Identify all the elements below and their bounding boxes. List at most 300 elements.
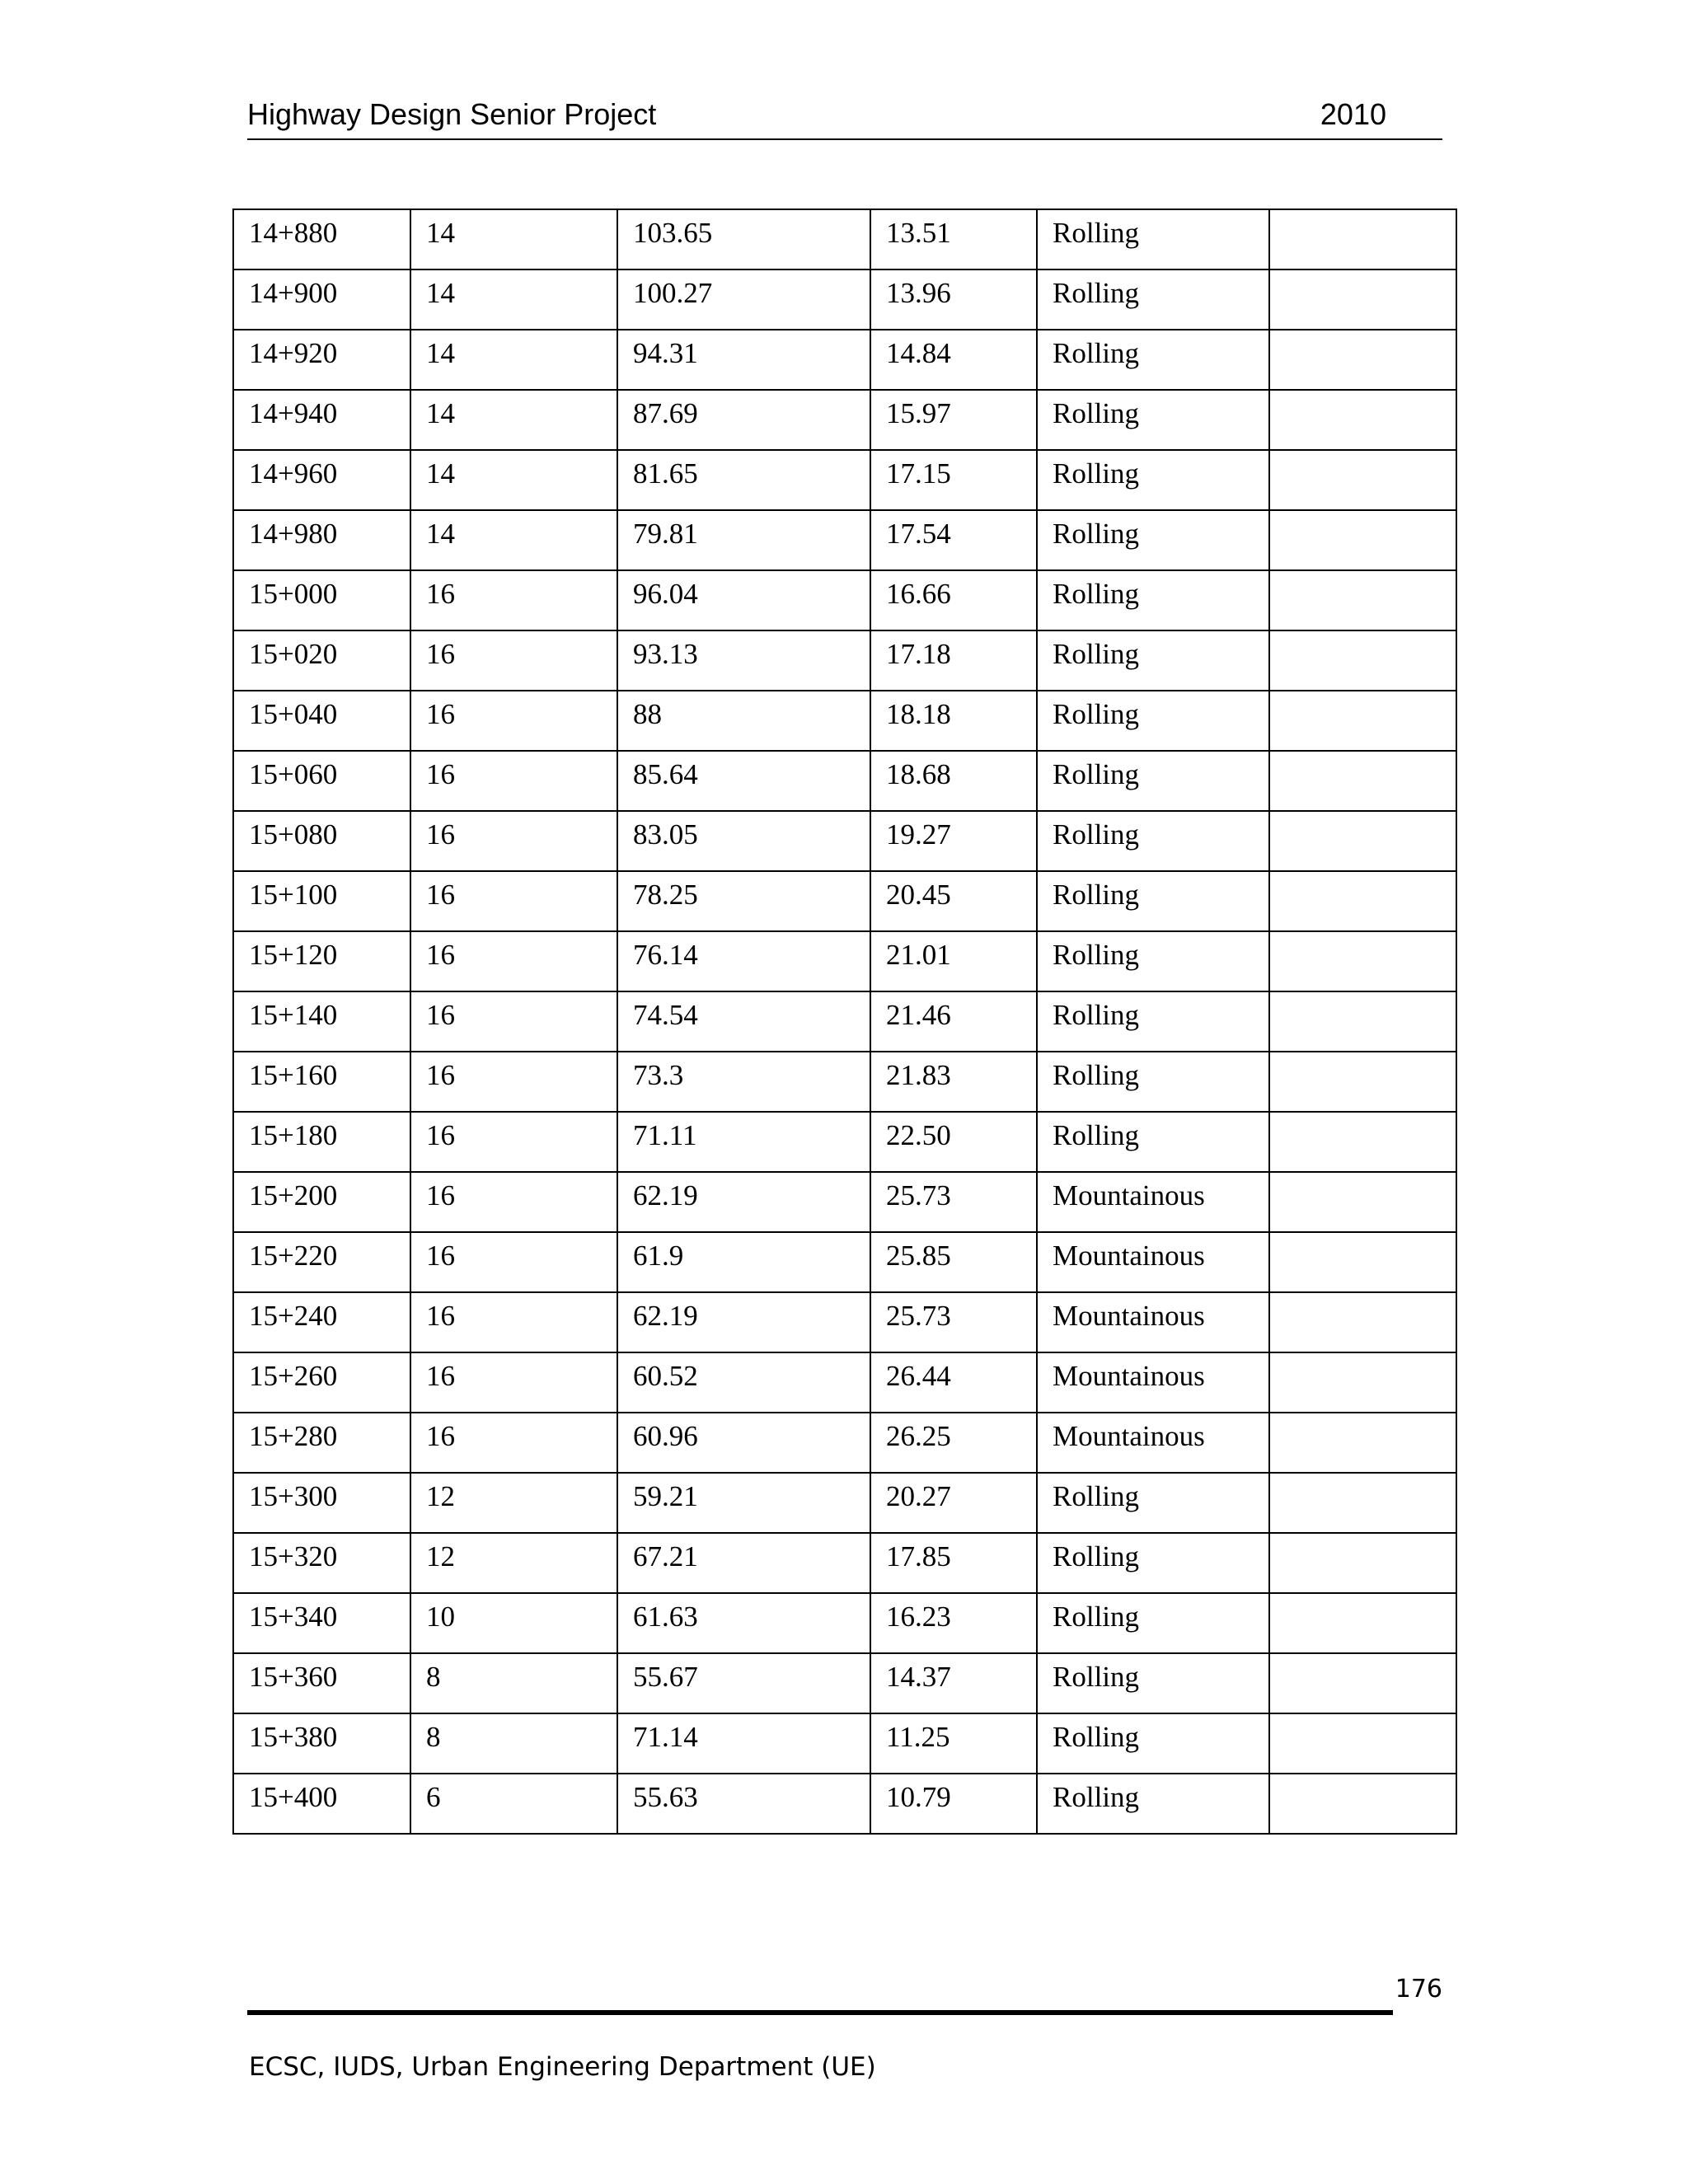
table-row [233,330,1456,390]
cell-text: 25.85 [886,1240,951,1272]
cell-text: 26.44 [886,1360,951,1392]
table-cell [1269,1713,1456,1774]
page-number: 176 [1395,1975,1442,2004]
cell-text: 16 [426,999,455,1031]
cell-text: 61.63 [633,1601,698,1633]
cell-text: 71.14 [633,1721,698,1753]
table-cell [233,330,410,390]
cell-text: 16 [426,818,455,851]
cell-text: Rolling [1053,277,1140,309]
table-cell [410,1292,617,1352]
table-row [233,510,1456,570]
cell-text: 81.65 [633,457,698,490]
cell-text: 55.63 [633,1781,698,1813]
cell-text [1285,1594,1456,1602]
table-cell [617,931,870,991]
table-cell [870,1713,1037,1774]
cell-text: 14 [426,277,455,309]
cell-text: 16 [426,1420,455,1452]
table-row [233,1653,1456,1713]
cell-text [1285,1413,1456,1422]
cell-text: 62.19 [633,1179,698,1212]
table-cell [233,570,410,630]
cell-text: 21.01 [886,939,951,971]
table-cell [233,991,410,1052]
table-cell [233,1232,410,1292]
cell-text: 25.73 [886,1179,951,1212]
cell-text: 16 [426,638,455,670]
table-cell [1269,1172,1456,1232]
cell-text: 15.97 [886,397,951,429]
table-cell [870,931,1037,991]
table-cell [617,1593,870,1653]
cell-text: 15+060 [249,758,338,790]
cell-text: 87.69 [633,397,698,429]
cell-text [1285,451,1456,459]
table-cell [1269,630,1456,691]
table-cell [233,209,410,269]
table-row [233,1533,1456,1593]
table-cell [1269,1593,1456,1653]
cell-text: 96.04 [633,578,698,610]
station-data-table [232,209,1457,1835]
cell-text [1285,631,1456,640]
cell-text [1285,571,1456,579]
table-cell [617,1292,870,1352]
cell-text: 76.14 [633,939,698,971]
cell-text: Rolling [1053,217,1140,249]
table-cell [870,811,1037,871]
cell-text: 21.83 [886,1059,951,1091]
table-cell [1269,1413,1456,1473]
cell-text: 79.81 [633,518,698,550]
cell-text [1285,511,1456,519]
table-row [233,1413,1456,1473]
table-cell [410,1713,617,1774]
cell-text [1285,1052,1456,1061]
cell-text: 10 [426,1601,455,1633]
cell-text: 60.52 [633,1360,698,1392]
table-cell [1037,330,1269,390]
cell-text: Mountainous [1053,1240,1205,1272]
table-row [233,1774,1456,1834]
cell-text: 15+240 [249,1300,338,1332]
table-cell [870,510,1037,570]
table-cell [233,1774,410,1834]
table-cell [617,209,870,269]
cell-text: 94.31 [633,337,698,369]
table-cell [410,630,617,691]
cell-text: 12 [426,1540,455,1572]
table-cell [1269,871,1456,931]
table-cell [233,450,410,510]
cell-text: 15+260 [249,1360,338,1392]
table-cell [233,269,410,330]
cell-text: 15+000 [249,578,338,610]
cell-text: 15+360 [249,1661,338,1693]
cell-text: 55.67 [633,1661,698,1693]
table-cell [410,991,617,1052]
cell-text: 16 [426,1059,455,1091]
cell-text [1285,1654,1456,1662]
table-row [233,1292,1456,1352]
table-cell [1037,1533,1269,1593]
table-cell [1037,209,1269,269]
table-cell [870,1292,1037,1352]
cell-text: 26.25 [886,1420,951,1452]
table-cell [617,630,870,691]
table-row [233,390,1456,450]
table-cell [1269,330,1456,390]
table-cell [870,390,1037,450]
table-cell [1269,991,1456,1052]
table-cell [1269,450,1456,510]
cell-text: 15+320 [249,1540,338,1572]
table-cell [233,1292,410,1352]
table-row [233,209,1456,269]
cell-text [1285,1293,1456,1301]
table-cell [233,390,410,450]
cell-text: 74.54 [633,999,698,1031]
page-header [247,97,1442,140]
table-cell [1037,1774,1269,1834]
table-cell [233,1112,410,1172]
cell-text: 15+300 [249,1480,338,1512]
table-row [233,811,1456,871]
table-cell [1269,209,1456,269]
table-cell [617,450,870,510]
table-cell [410,1473,617,1533]
table-cell [410,510,617,570]
table-cell [1269,1352,1456,1413]
cell-text: 10.79 [886,1781,951,1813]
table-cell [617,751,870,811]
cell-text: 16 [426,879,455,911]
cell-text: 18.18 [886,698,951,730]
table-row [233,570,1456,630]
cell-text: 14 [426,217,455,249]
table-cell [617,570,870,630]
table-cell [233,630,410,691]
table-cell [1037,1292,1269,1352]
table-cell [617,510,870,570]
cell-text: 17.15 [886,457,951,490]
table-cell [1037,1473,1269,1533]
table-cell [410,269,617,330]
cell-text [1285,1173,1456,1181]
cell-text [1285,270,1456,279]
table-cell [410,390,617,450]
table-cell [410,1232,617,1292]
table-cell [410,209,617,269]
table-cell [1037,991,1269,1052]
table-row [233,450,1456,510]
table-cell [410,811,617,871]
cell-text: Rolling [1053,758,1140,790]
cell-text: 15+140 [249,999,338,1031]
table-cell [1037,269,1269,330]
table-cell [1037,1713,1269,1774]
cell-text: 61.9 [633,1240,684,1272]
table-cell [870,751,1037,811]
table-cell [1269,1533,1456,1593]
table-row [233,931,1456,991]
table-row [233,991,1456,1052]
cell-text: 20.45 [886,879,951,911]
table-cell [233,1473,410,1533]
cell-text: Rolling [1053,999,1140,1031]
cell-text [1285,1534,1456,1542]
cell-text: 22.50 [886,1119,951,1151]
table-cell [410,751,617,811]
table-cell [410,1593,617,1653]
cell-text: 88 [633,698,662,730]
table-cell [617,1653,870,1713]
cell-text: 14+920 [249,337,338,369]
table-cell [1269,811,1456,871]
table-cell [870,691,1037,751]
table-cell [1269,1292,1456,1352]
table-row [233,691,1456,751]
table-cell [1037,871,1269,931]
cell-text [1285,872,1456,880]
table-cell [233,811,410,871]
table-cell [410,570,617,630]
table-cell [1037,1352,1269,1413]
cell-text: Rolling [1053,638,1140,670]
cell-text: 14+900 [249,277,338,309]
cell-text: 85.64 [633,758,698,790]
table-cell [1037,390,1269,450]
cell-text: 11.25 [886,1721,950,1753]
table-cell [870,1052,1037,1112]
cell-text: 16 [426,578,455,610]
table-cell [410,1352,617,1413]
table-cell [617,390,870,450]
table-cell [617,991,870,1052]
cell-text: 14.37 [886,1661,951,1693]
table-cell [233,1593,410,1653]
cell-text: Rolling [1053,518,1140,550]
table-cell [870,1774,1037,1834]
cell-text: Rolling [1053,698,1140,730]
table-cell [617,1112,870,1172]
table-cell [1037,811,1269,871]
cell-text: Mountainous [1053,1179,1205,1212]
table-cell [410,691,617,751]
table-cell [1269,1473,1456,1533]
table-cell [233,871,410,931]
table-cell [1037,1172,1269,1232]
table-cell [1269,1052,1456,1112]
cell-text: Rolling [1053,1480,1140,1512]
cell-text: 19.27 [886,818,951,851]
table-body [233,209,1456,1834]
cell-text [1285,1714,1456,1722]
table-cell [233,1172,410,1232]
table-cell [410,1653,617,1713]
cell-text [1285,1233,1456,1241]
table-cell [1037,1593,1269,1653]
table-cell [410,1413,617,1473]
cell-text [1285,210,1456,218]
cell-text: 16.66 [886,578,951,610]
table-row [233,751,1456,811]
cell-text: Rolling [1053,397,1140,429]
cell-text: 20.27 [886,1480,951,1512]
cell-text [1285,1474,1456,1482]
table-cell [617,1713,870,1774]
table-cell [870,871,1037,931]
table-cell [870,209,1037,269]
cell-text: Mountainous [1053,1300,1205,1332]
table-cell [410,1112,617,1172]
document-year: 2010 [1320,97,1386,131]
table-cell [410,330,617,390]
cell-text: Rolling [1053,1059,1140,1091]
cell-text: 25.73 [886,1300,951,1332]
cell-text: 14 [426,397,455,429]
table-cell [1037,630,1269,691]
table-cell [1037,931,1269,991]
table-cell [1037,1653,1269,1713]
table-cell [870,450,1037,510]
cell-text: 60.96 [633,1420,698,1452]
cell-text: 16 [426,1360,455,1392]
cell-text [1285,391,1456,399]
table-cell [1269,570,1456,630]
cell-text: 21.46 [886,999,951,1031]
cell-text: 16.23 [886,1601,951,1633]
table-cell [617,330,870,390]
table-cell [870,1593,1037,1653]
cell-text: 71.11 [633,1119,697,1151]
cell-text: Rolling [1053,457,1140,490]
cell-text: 15+120 [249,939,338,971]
table-cell [1037,1413,1269,1473]
cell-text: 103.65 [633,217,713,249]
cell-text [1285,1774,1456,1783]
table-cell [617,691,870,751]
table-cell [410,1774,617,1834]
cell-text: Rolling [1053,1721,1140,1753]
table-cell [617,1352,870,1413]
document-title: Highway Design Senior Project [247,97,657,131]
table-cell [233,1413,410,1473]
table-cell [1037,1112,1269,1172]
table-cell [1269,691,1456,751]
table-cell [870,1533,1037,1593]
cell-text: 16 [426,1300,455,1332]
cell-text: Mountainous [1053,1360,1205,1392]
cell-text: 16 [426,1119,455,1151]
table-row [233,1052,1456,1112]
cell-text: Rolling [1053,1781,1140,1813]
table-cell [233,1052,410,1112]
cell-text: Mountainous [1053,1420,1205,1452]
cell-text: 8 [426,1721,441,1753]
cell-text: 15+160 [249,1059,338,1091]
table-row [233,1593,1456,1653]
cell-text: 17.54 [886,518,951,550]
table-row [233,1232,1456,1292]
cell-text: Rolling [1053,578,1140,610]
cell-text: 12 [426,1480,455,1512]
table-cell [870,630,1037,691]
table-cell [870,1352,1037,1413]
cell-text: 15+220 [249,1240,338,1272]
table-cell [410,1533,617,1593]
cell-text [1285,812,1456,820]
table-cell [1269,1653,1456,1713]
table-cell [233,1533,410,1593]
cell-text: 14 [426,337,455,369]
cell-text: 14 [426,457,455,490]
cell-text: 13.51 [886,217,951,249]
cell-text: 62.19 [633,1300,698,1332]
table-cell [233,1653,410,1713]
table-cell [617,1473,870,1533]
table-cell [1037,691,1269,751]
table-cell [410,1172,617,1232]
cell-text: 14 [426,518,455,550]
cell-text: Rolling [1053,1661,1140,1693]
table-cell [870,1112,1037,1172]
table-cell [1269,510,1456,570]
cell-text: 8 [426,1661,441,1693]
table-cell [870,1172,1037,1232]
cell-text: 16 [426,758,455,790]
cell-text: 15+180 [249,1119,338,1151]
table-cell [870,1473,1037,1533]
cell-text: 67.21 [633,1540,698,1572]
table-cell [870,1413,1037,1473]
table-cell [410,450,617,510]
table-cell [617,1052,870,1112]
cell-text: 14+880 [249,217,338,249]
cell-text: 78.25 [633,879,698,911]
footer-rule [247,2010,1393,2015]
table-cell [870,330,1037,390]
table-cell [410,871,617,931]
table-cell [1269,269,1456,330]
cell-text: 14+980 [249,518,338,550]
table-row [233,1473,1456,1533]
cell-text: Rolling [1053,1119,1140,1151]
table-cell [870,1232,1037,1292]
cell-text: 15+020 [249,638,338,670]
table-cell [617,269,870,330]
cell-text: 15+340 [249,1601,338,1633]
table-cell [233,1713,410,1774]
cell-text: 100.27 [633,277,713,309]
cell-text [1285,330,1456,339]
table-cell [617,1172,870,1232]
cell-text: 93.13 [633,638,698,670]
cell-text: 15+280 [249,1420,338,1452]
table-cell [1269,1232,1456,1292]
cell-text: Rolling [1053,337,1140,369]
table-cell [617,1413,870,1473]
table-cell [410,931,617,991]
cell-text: 15+200 [249,1179,338,1212]
cell-text [1285,691,1456,700]
table-cell [233,510,410,570]
table-cell [1037,1052,1269,1112]
table-cell [870,991,1037,1052]
table-cell [617,1774,870,1834]
table-cell [1037,1232,1269,1292]
